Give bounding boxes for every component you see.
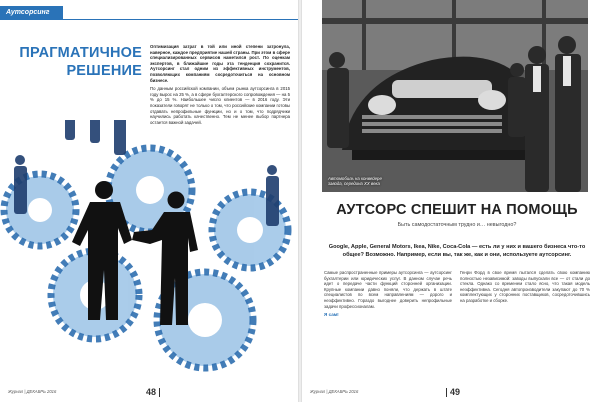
right-col1-text: Самые распространенные примеры аутсорсинга — аутсорсинг бухгалтерии или юридических услуг. В данном случае речь идет о передаче части функций сторонней организации. Крупные компании давно поняли, что держать в штате специалистов по всем направлениям — дорого и неэффективно. Гораздо выгоднее доверить непрофильные задачи профессионалам. — [324, 270, 452, 309]
factory-photo-image — [322, 0, 588, 192]
left-headline-line1: ПРАГМАТИЧНОЕ — [19, 45, 142, 61]
left-lead-paragraph: Оптимизация затрат в той или иной степени затронула, наверное, каждое предприятие нашей страны. При этом в сфере специализированных сервисов наметился рост. По оценкам экспертов, в ближайшие годы эта тенденция сохранится. Аутсорсинг стал одним из эффективных инструментов, позволяющих компаниям сосредоточиться на основном бизнесе. — [150, 44, 290, 83]
right-page — [302, 0, 600, 402]
right-subhead: Быть самодостаточным трудно и… невыгодно? — [397, 222, 517, 228]
photo-caption: Автомобиль на конвейере завода, середина XX века — [328, 176, 382, 186]
section-divider — [0, 19, 298, 20]
business-gears-illustration — [0, 120, 298, 382]
right-lead: Google, Apple, General Motors, Ikea, Nike, Coca-Cola — есть ли у них и вашего бизнеса что-то общее? Возможно. Например, если вы, так же, как и они, используете аутсорсинг. — [328, 244, 586, 258]
vintage-factory-photo — [322, 0, 588, 192]
left-body-paragraph: По данным российской компании, объем рынка аутсорсинга в 2015 году вырос на 25 %, а в сфере бухгалтерского сопровождения — на 5 % до 15 %. Наибольшее число клиентов — в 2016 году. Эти показатели говорят не только о том, что российские компании готовы отдавать непрофильные функции, но и о том, что подрядчики научились работать качественно. Тем не менее выбор партнера остается важной задачей. — [150, 86, 290, 125]
right-col2-text: Генри Форд в свое время пытался сделать свою компанию полностью независимой: заводы выпускали все — от стали до стекла. Однако со временем стало ясно, что такая модель неэффективна. Сегодня автопроизводители закупают до 70 % комплектующих у сторонних поставщиков, сосредоточившись на разработке и сборке. — [460, 270, 590, 303]
left-footer: Журнал | ДЕКАБРЬ 2016 — [8, 389, 57, 394]
left-headline-line2: РЕШЕНИЕ — [66, 63, 142, 79]
left-page — [0, 0, 298, 402]
section-tag: Аутсорсинг — [0, 6, 63, 19]
right-footer: Журнал | ДЕКАБРЬ 2016 — [310, 389, 359, 394]
left-headline — [14, 44, 142, 80]
right-body-column-1 — [324, 270, 452, 319]
right-page-number: 49 — [450, 387, 461, 397]
right-headline: АУТСОРС СПЕШИТ НА ПОМОЩЬ — [336, 202, 578, 218]
right-col1-subtitle: Я сам! — [324, 312, 339, 318]
left-lead-column — [150, 44, 290, 125]
right-body-column-2 — [460, 270, 590, 304]
left-page-number: 48 — [145, 387, 156, 397]
